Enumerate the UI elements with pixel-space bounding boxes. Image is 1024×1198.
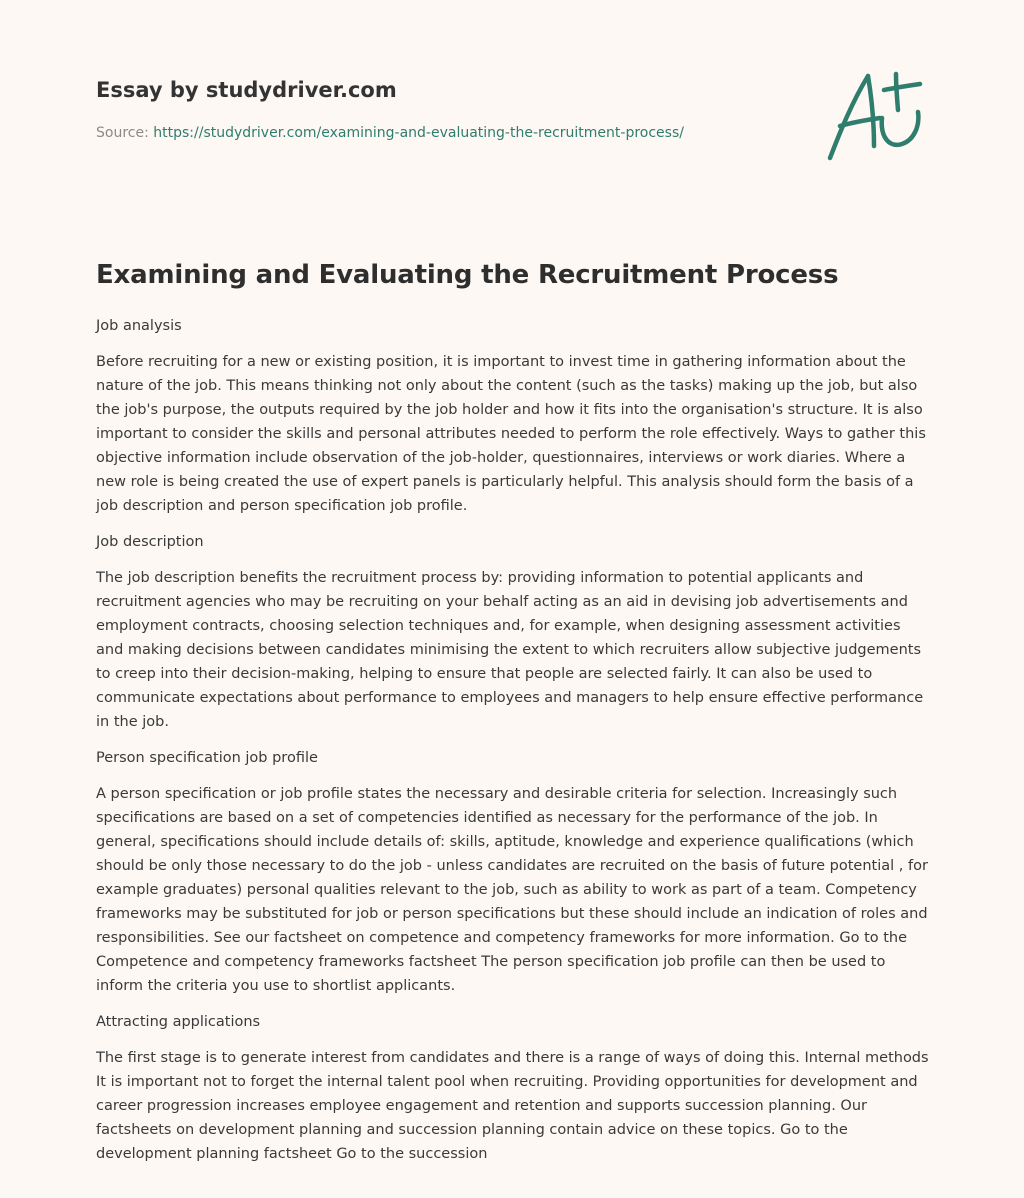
section-paragraph: Before recruiting for a new or existing position, it is important to invest time in gathering information about the nature of the job. This means thinking not only about the content (such as the tasks) making up the job, but also the job's purpose, the outputs required by the job holder and how it fits into the organisation's structure. It is also important to consider the skills and personal attributes needed to perform the role effectively. Ways to gather this objective information include observation of the job-holder, questionnaires, interviews or work diaries. Where a new role is being created the use of expert panels is particularly helpful. This analysis should form the basis of a job description and person specification job profile. bbox=[96, 354, 926, 514]
section-heading: Job analysis bbox=[96, 318, 182, 334]
section-paragraph: A person specification or job profile states the necessary and desirable criteria for selection. Increasingly such specifications are based on a set of competencies identified as necessary for the performance of the job. In general, specifications should include details of: skills, aptitude, knowledge and experience qualifications (which should be only those necessary to do the job - unless candidates are recruited on the basis of future potential , for example graduates) personal qualities relevant to the job, such as ability to work as part of a team. Competency frameworks may be substituted for job or person specifications but these should include an indication of roles and responsibilities. See our factsheet on competence and competency frameworks for more information. Go to the Competence and competency frameworks factsheet The person specification job profile can then be used to inform the criteria you use to shortlist applicants. bbox=[96, 786, 928, 994]
section-paragraph: The job description benefits the recruitment process by: providing information to potential applicants and recruitment agencies who may be recruiting on your behalf acting as an aid in devising job advertisements and employment contracts, choosing selection techniques and, for example, when designing assessment activities and making decisions between candidates minimising the extent to which recruiters allow subjective judgements to creep into their decision-making, helping to ensure that people are selected fairly. It can also be used to communicate expectations about performance to employees and managers to help ensure effective performance in the job. bbox=[96, 570, 924, 730]
source-label: Source: bbox=[96, 125, 154, 141]
brand-title: Essay by studydriver.com bbox=[96, 78, 397, 102]
source-link[interactable]: https://studydriver.com/examining-and-evaluating-the-recruitment-process/ bbox=[153, 125, 684, 141]
section-heading: Attracting applications bbox=[96, 1014, 261, 1030]
essay-content bbox=[96, 256, 930, 1178]
source-line bbox=[96, 123, 796, 143]
section-heading: Person specification job profile bbox=[96, 750, 318, 766]
a-plus-logo-icon bbox=[822, 66, 928, 166]
essay-title: Examining and Evaluating the Recruitment Process bbox=[96, 260, 839, 290]
section-heading: Job description bbox=[96, 534, 204, 550]
page-header bbox=[96, 76, 796, 143]
section-paragraph: The first stage is to generate interest from candidates and there is a range of ways of doing this. Internal methods It is important not to forget the internal talent pool when recruiting. Providing opportunities for development and career progression increases employee engagement and retention and supports succession planning. Our factsheets on development planning and succession planning contain advice on these topics. Go to the development planning factsheet Go to the succession bbox=[96, 1050, 929, 1162]
